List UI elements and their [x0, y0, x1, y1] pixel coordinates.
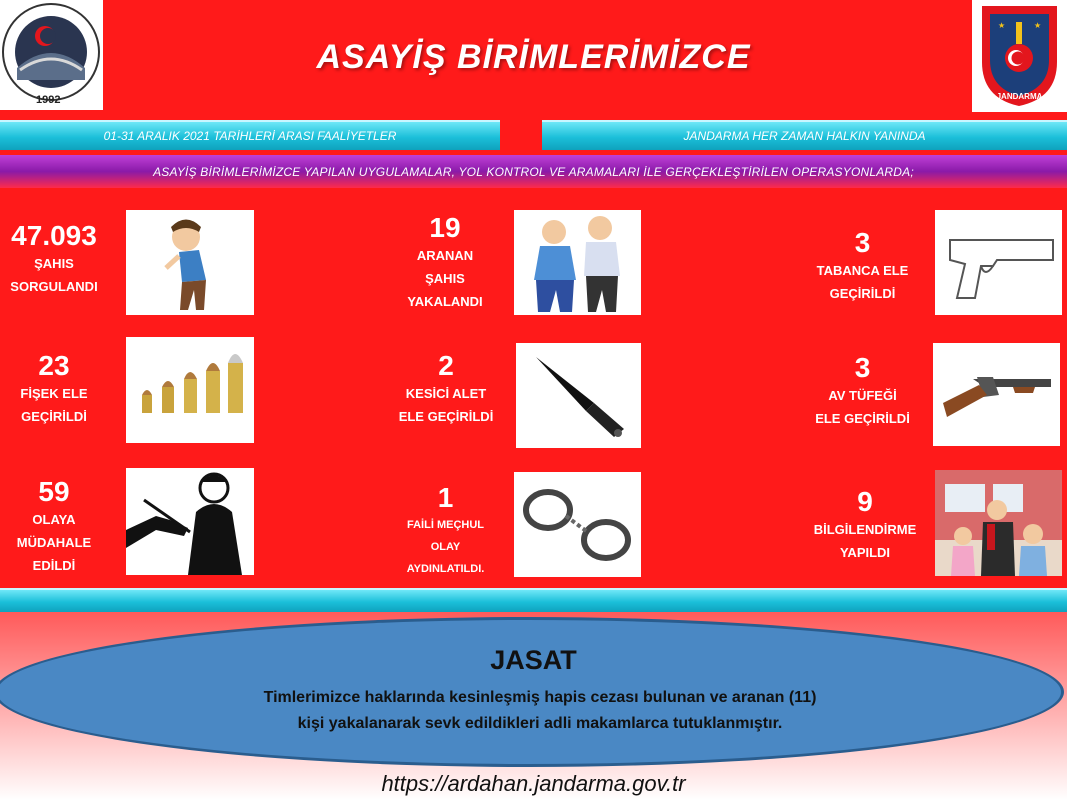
right-logo-text: JANDARMA	[996, 92, 1043, 101]
stat-incidents-responded	[0, 476, 108, 577]
stat-label: BİLGİLENDİRME YAPILDI	[813, 522, 917, 560]
jasat-title: JASAT	[490, 645, 577, 675]
stat-label: OLAYA MÜDAHALE EDİLDİ	[16, 512, 92, 573]
knife-icon	[516, 343, 641, 448]
svg-text:★: ★	[1034, 21, 1042, 30]
information-photo-icon	[935, 470, 1062, 576]
jandarma-logo	[972, 0, 1067, 112]
stat-label: AV TÜFEĞİ ELE GEÇİRİLDİ	[815, 388, 910, 426]
stat-knives-seized	[385, 350, 507, 428]
stat-label: ARANAN ŞAHIS YAKALANDI	[407, 248, 483, 309]
stat-number: 23	[38, 350, 70, 381]
ardahan-valiligi-logo	[0, 0, 103, 110]
jasat-text: Timlerimizce haklarında kesinleşmiş hapis cezası bulunan ve aranan (11) kişi yakalanarak sevk edildikleri adli makamlarca tutuklanmıştır.	[263, 689, 817, 732]
stat-cartridges-seized	[0, 350, 108, 428]
page-title: ASAYİŞ BİRİMLERİMİZCE	[316, 38, 751, 76]
pistol-icon	[935, 210, 1062, 315]
stat-pistols-seized	[800, 227, 925, 305]
stat-wanted-persons-caught	[390, 212, 500, 313]
svg-text:★: ★	[998, 21, 1006, 30]
stat-label: ŞAHIS SORGULANDI	[10, 256, 98, 294]
stat-persons-queried	[0, 220, 108, 298]
stabbing-icon	[126, 468, 254, 575]
bullets-icon	[126, 337, 254, 443]
stat-number: 3	[854, 352, 871, 383]
stat-number: 59	[38, 476, 70, 507]
slogan-banner: JANDARMA HER ZAMAN HALKIN YANINDA	[542, 120, 1067, 150]
date-range-banner: 01-31 ARALIK 2021 TARİHLERİ ARASI FAALİYETLER	[0, 120, 500, 150]
person-icon	[126, 210, 254, 315]
handcuffs-icon	[514, 472, 641, 577]
shotgun-icon	[933, 343, 1060, 446]
stat-label: KESİCİ ALET ELE GEÇİRİLDİ	[398, 386, 494, 424]
stat-number: 3	[854, 227, 871, 258]
stat-hunting-rifles-seized	[800, 352, 925, 430]
operations-banner: ASAYİŞ BİRİMLERİMİZCE YAPILAN UYGULAMALAR, YOL KONTROL VE ARAMALARI İLE GERÇEKLEŞTİRİLEN OPERASYONLARDA;	[0, 155, 1067, 188]
stat-label: FAİLİ MEÇHUL OLAY AYDINLATILDI.	[406, 519, 485, 575]
stat-number: 19	[429, 212, 461, 243]
left-logo-year: 1992	[36, 94, 61, 106]
stat-number: 9	[857, 486, 873, 517]
detained-persons-icon	[514, 210, 641, 315]
stat-unsolved-case-solved	[393, 482, 498, 580]
divider-band	[0, 588, 1067, 612]
stat-number: 1	[437, 482, 454, 513]
stat-information-sessions	[800, 486, 930, 564]
stat-label: FİŞEK ELE GEÇİRİLDİ	[20, 386, 88, 424]
stat-number: 47.093	[11, 220, 97, 251]
stat-number: 2	[438, 350, 454, 381]
website-link[interactable]: https://ardahan.jandarma.gov.tr	[381, 771, 686, 796]
stat-label: TABANCA ELE GEÇİRİLDİ	[816, 263, 909, 301]
